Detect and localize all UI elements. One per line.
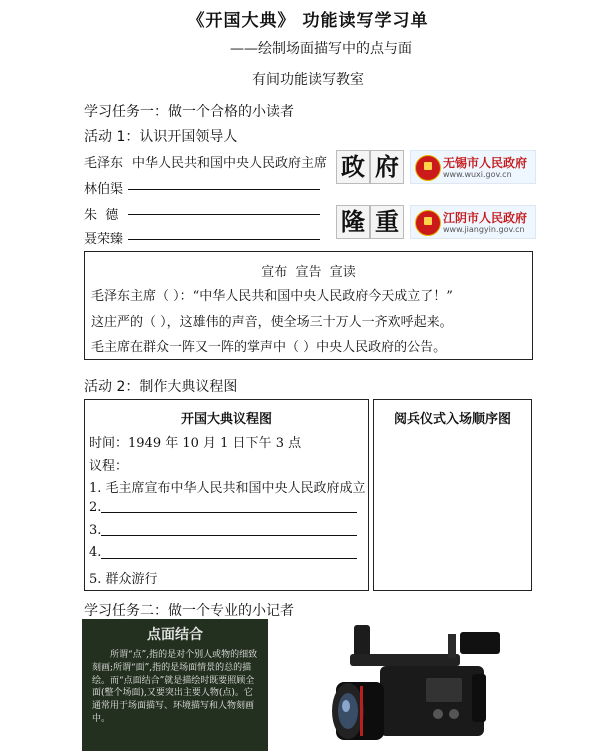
sentence-2: 这庄严的（ ），这雄伟的声音，使全场三十万人一齐欢呼起来。 [91, 315, 453, 330]
leader-role-1: 中华人民共和国中央人民政府主席 [132, 156, 328, 171]
leader-name-1: 毛泽东 [84, 156, 124, 171]
classroom-name: 有间功能读写教室 [252, 72, 364, 88]
agenda-item-4: 4. [89, 545, 102, 560]
worksheet-subtitle: ——绘制场面描写中的点与面 [230, 41, 412, 57]
agenda-item-1: 1. 毛主席宣布中华人民共和国中央人民政府成立 [89, 481, 366, 496]
sentence-1: 毛泽东主席（ ）：“中华人民共和国中央人民政府今天成立了！” [91, 289, 453, 304]
government-logo-jiangyin [410, 205, 536, 239]
parade-title: 阅兵仪式入场顺序图 [393, 412, 511, 427]
leader-name-3: 朱 德 [84, 208, 119, 223]
agenda-label: 议程： [89, 459, 129, 474]
leader-role-blank-4[interactable] [128, 238, 320, 240]
word-choice-box [84, 251, 533, 360]
national-emblem-icon [415, 210, 441, 236]
char-card: 府 [370, 150, 404, 184]
logo-url: www.jiangyin.gov.cn [443, 225, 525, 234]
task1-heading: 学习任务一：做一个合格的小读者 [84, 104, 294, 120]
sentence-3: 毛主席在群众一阵又一阵的掌声中（ ）中央人民政府的公告。 [91, 340, 447, 355]
agenda-box [84, 399, 369, 591]
logo-url: www.wuxi.gov.cn [443, 170, 512, 179]
agenda-blank-3[interactable] [101, 534, 357, 536]
agenda-blank-4[interactable] [101, 557, 357, 559]
agenda-item-3: 3. [89, 523, 102, 538]
leader-name-2: 林伯渠 [84, 182, 124, 197]
char-card: 隆 [336, 205, 370, 239]
parade-order-box[interactable] [373, 399, 532, 591]
card-body: 所谓“点”,指的是对个别人或物的细致刻画;所谓“面”,指的是场面情景的总的描绘。而“点面结合”就是描绘时既要照顾全面(整个场面),又要突出主要人物(点)。它通常用于场面描写、环境描写和人物刻画中。 [92, 650, 258, 724]
activity2-heading: 活动 2：制作大典议程图 [84, 379, 238, 395]
leader-name-4: 聂荣臻 [84, 232, 124, 247]
agenda-title: 开国大典议程图 [180, 412, 272, 427]
task2-heading: 学习任务二：做一个专业的小记者 [84, 603, 294, 619]
leader-role-blank-2[interactable] [128, 188, 320, 190]
agenda-time: 时间：1949 年 10 月 1 日下午 3 点 [89, 436, 302, 451]
government-logo-wuxi [410, 150, 536, 184]
card-title: 点面结合 [147, 627, 203, 643]
logo-name: 江阴市人民政府 [443, 211, 528, 225]
activity1-heading: 活动 1：认识开国领导人 [84, 129, 238, 145]
agenda-blank-2[interactable] [101, 511, 357, 513]
word-options: 宣布 宣告 宣读 [261, 265, 356, 280]
agenda-item-2: 2. [89, 500, 102, 515]
national-emblem-icon [415, 155, 441, 181]
logo-name: 无锡市人民政府 [443, 156, 528, 170]
point-surface-card [82, 619, 268, 751]
video-camera-icon [330, 622, 506, 751]
agenda-item-5: 5. 群众游行 [89, 572, 158, 587]
char-card: 重 [370, 205, 404, 239]
char-card: 政 [336, 150, 370, 184]
leader-role-blank-3[interactable] [128, 213, 320, 215]
worksheet-title: 《开国大典》 功能读写学习单 [187, 11, 429, 31]
